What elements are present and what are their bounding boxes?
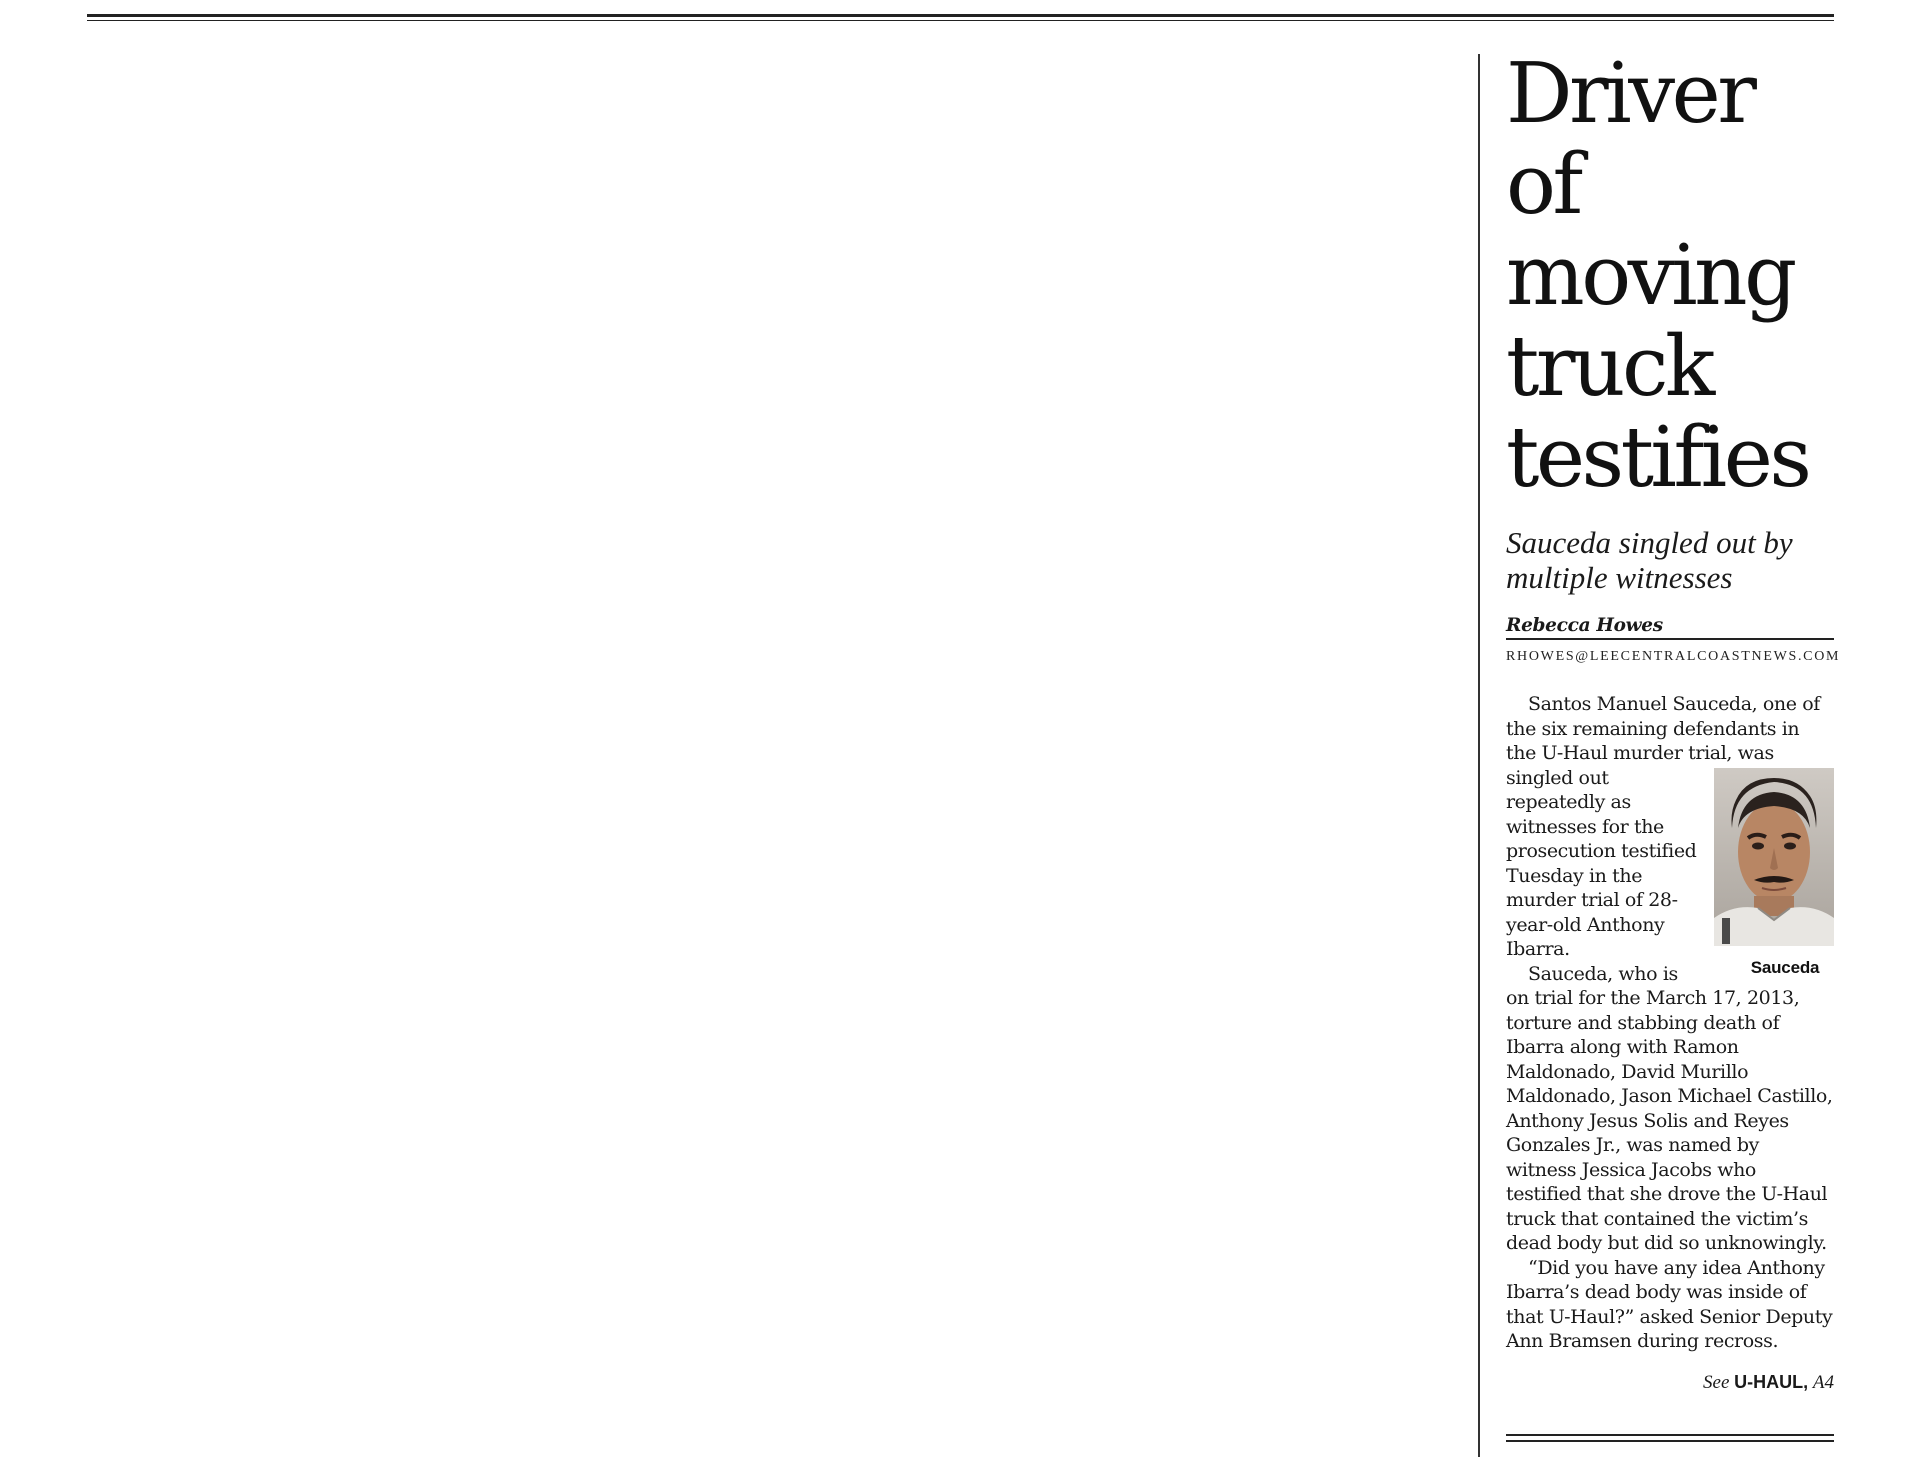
jump-line: [1506, 1372, 1834, 1394]
byline-email: RHOWES@LEECENTRALCOASTNEWS.COM: [1506, 649, 1841, 664]
bottom-rule: [1506, 1434, 1834, 1442]
jump-see: See: [1703, 1371, 1730, 1393]
paragraph-2: Sauceda, who is on trial for the March 17, 2013, torture and stabbing death of Ibarra along with Ramon Maldonado, David Murillo Maldonado, Jason Michael Castillo, Anthony Jesus Solis and Reyes Gonzales Jr., was named by witness Jessica Jacobs who testified that she drove the U-Haul truck that contained the victim’s dead body but did so unknowingly.: [1506, 962, 1833, 1254]
byline: Rebecca Howes: [1506, 615, 1834, 640]
jump-page: A4: [1812, 1371, 1834, 1393]
column-divider: [1478, 54, 1480, 1457]
mugshot-photo: [1714, 768, 1834, 946]
headline: Driver of moving truck testifies: [1506, 45, 1809, 506]
article-body: [1506, 692, 1834, 1354]
photo-block: [1714, 768, 1834, 981]
photo-caption: Sauceda: [1750, 957, 1820, 977]
article: [1506, 45, 1841, 1394]
paragraph-1-text-a: Santos Manuel Sauceda, one of the six remaining defendants in the U-Haul murder trial,: [1506, 693, 1820, 764]
paragraph-3: “Did you have any idea Anthony Ibarra’s dead body was inside of that U-Haul?” asked Senior Deputy Ann Bramsen during recross.: [1506, 1256, 1833, 1352]
jump-keyword: U-HAUL,: [1734, 1371, 1809, 1392]
top-rule: [87, 14, 1834, 21]
deck: Sauceda singled out by multiple witnesses: [1506, 525, 1793, 595]
paragraph-1-text-b: was singled out repeatedly as witnesses for the prosecution testified Tuesday in the murder trial of 28-year-old Anthony Ibarra.: [1506, 742, 1774, 960]
paragraph-1: [1506, 692, 1834, 977]
